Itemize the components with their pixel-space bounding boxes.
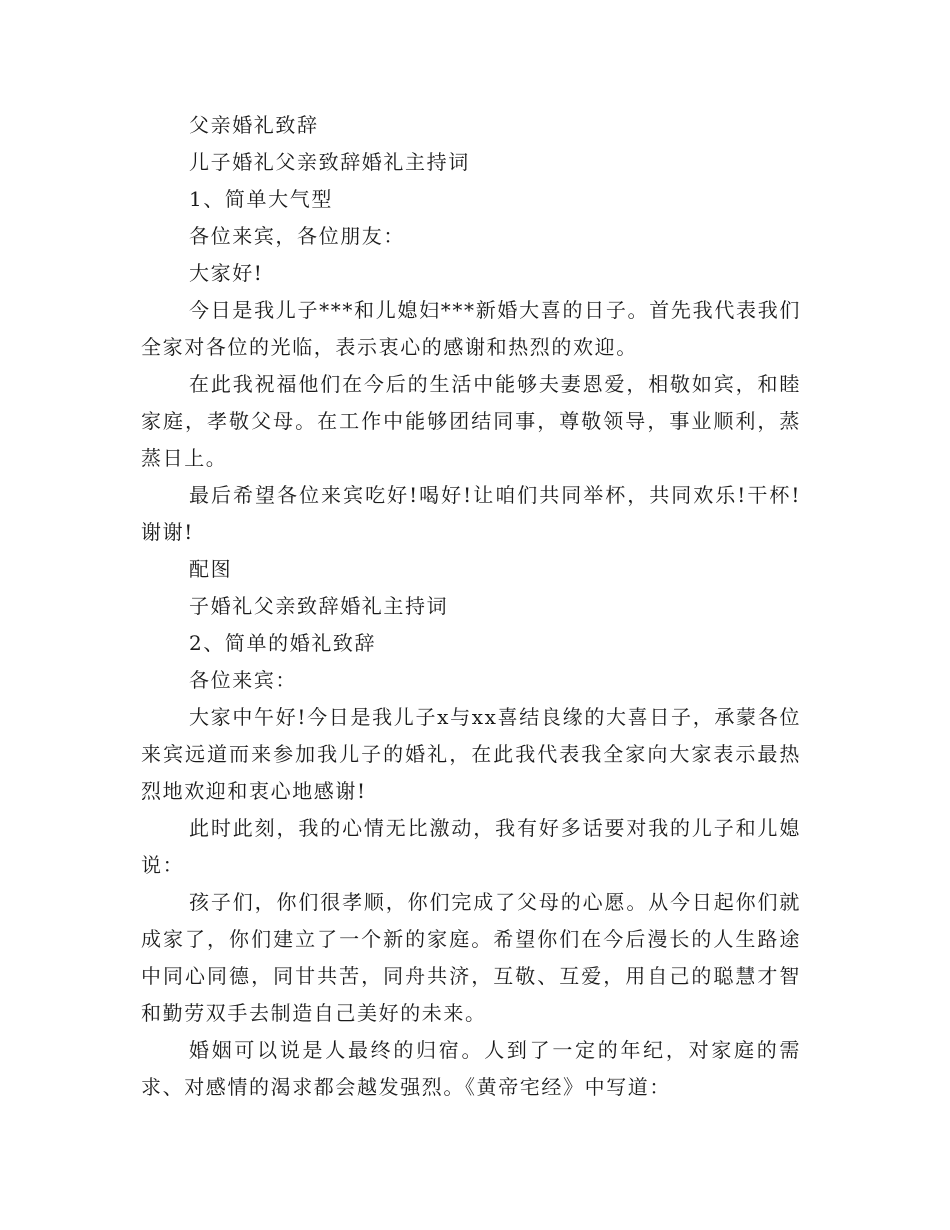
- section-heading-1: 1、简单大气型: [189, 187, 333, 211]
- section-heading-2: 2、简单的婚礼致辞: [189, 631, 377, 655]
- paragraph: 最后希望各位来宾吃好!喝好!让咱们共同举杯，共同欢乐!干杯!谢谢!: [141, 483, 801, 544]
- paragraph: 孩子们，你们很孝顺，你们完成了父母的心愿。从今日起你们就成家了，你们建立了一个新的家庭。希望你们在今后漫长的人生路途中同心同德，同甘共苦，同舟共济，互敬、互爱，用自己的聪慧才智和勤劳双手去制造自己美好的未来。: [141, 890, 801, 1025]
- doc-title: 父亲婚礼致辞: [189, 113, 319, 137]
- paragraph: 各位来宾，各位朋友：: [189, 224, 405, 248]
- doc-subtitle: 儿子婚礼父亲致辞婚礼主持词: [189, 150, 470, 174]
- image-caption: 配图: [189, 557, 233, 581]
- paragraph: 在此我祝福他们在今后的生活中能够夫妻恩爱，相敬如宾，和睦家庭，孝敬父母。在工作中能够团结同事，尊敬领导，事业顺利，蒸蒸日上。: [141, 372, 801, 470]
- section-subtitle: 子婚礼父亲致辞婚礼主持词: [189, 594, 449, 618]
- paragraph: 大家中午好!今日是我儿子x与xx喜结良缘的大喜日子，承蒙各位来宾远道而来参加我儿子的婚礼，在此我代表我全家向大家表示最热烈地欢迎和衷心地感谢!: [141, 705, 801, 803]
- paragraph: 各位来宾：: [189, 668, 297, 692]
- document-body: [141, 107, 801, 1106]
- paragraph: 此时此刻，我的心情无比激动，我有好多话要对我的儿子和儿媳说：: [141, 816, 801, 877]
- paragraph: 大家好!: [189, 261, 264, 285]
- paragraph: 今日是我儿子***和儿媳妇***新婚大喜的日子。首先我代表我们全家对各位的光临，表示衷心的感谢和热烈的欢迎。: [141, 298, 801, 359]
- paragraph: 婚姻可以说是人最终的归宿。人到了一定的年纪，对家庭的需求、对感情的渴求都会越发强烈。《黄帝宅经》中写道：: [141, 1038, 801, 1099]
